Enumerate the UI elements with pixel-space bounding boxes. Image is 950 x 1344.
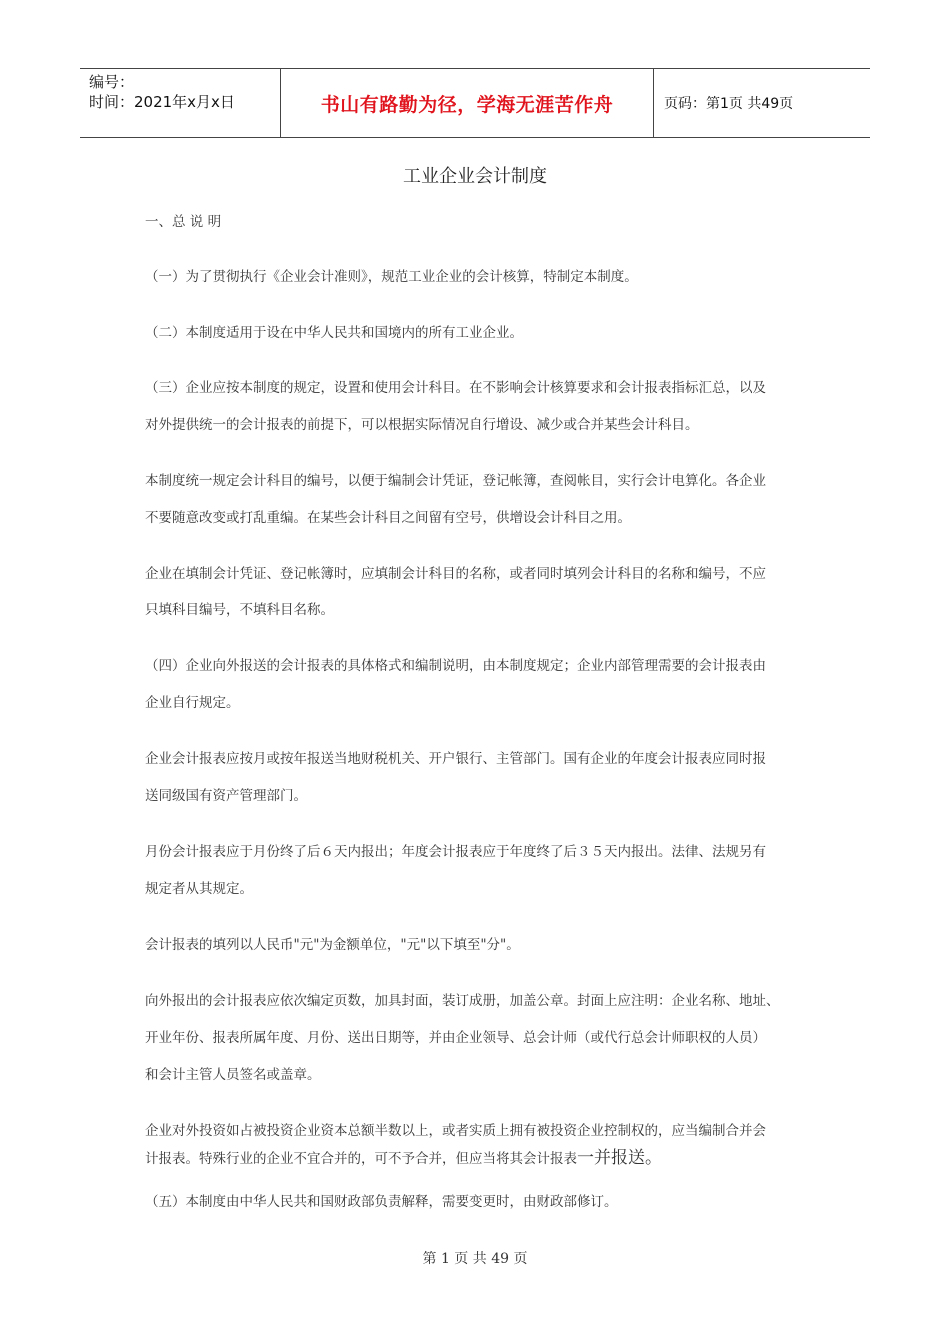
page-footer: 第 1 页 共 49 页 bbox=[422, 1251, 528, 1267]
paragraph-line: 对外提供统一的会计报表的前提下，可以根据实际情况自行增设、减少或合并某些会计科目。 bbox=[145, 417, 699, 433]
section-heading: 一、总 说 明 bbox=[145, 214, 222, 230]
paragraph-line-with-large-tail bbox=[145, 1143, 825, 1168]
header-motto-cell bbox=[280, 69, 654, 137]
paragraph-line: （二）本制度适用于设在中华人民共和国境内的所有工业企业。 bbox=[145, 325, 523, 341]
paragraph-line: （一）为了贯彻执行《企业会计准则》，规范工业企业的会计核算，特制定本制度。 bbox=[145, 269, 638, 285]
paragraph-line: 月份会计报表应于月份终了后６天内报出；年度会计报表应于年度终了后３５天内报出。法律、法规另有 bbox=[145, 844, 766, 860]
paragraph-line: 会计报表的填列以人民币"元"为金额单位，"元"以下填至"分"。 bbox=[145, 937, 520, 953]
large-tail-text: 一并报送。 bbox=[577, 1148, 662, 1168]
paragraph-line: 不要随意改变或打乱重编。在某些会计科目之间留有空号，供增设会计科目之用。 bbox=[145, 510, 631, 526]
paragraph-line: 只填科目编号，不填科目名称。 bbox=[145, 602, 334, 618]
paragraph-line: 企业会计报表应按月或按年报送当地财税机关、开户银行、主管部门。国有企业的年度会计报表应同时报 bbox=[145, 751, 766, 767]
page-info: 页码：第1页 共49页 bbox=[664, 96, 794, 112]
time-line: 时间：2021年x月x日 bbox=[89, 93, 235, 111]
header-meta bbox=[80, 69, 280, 137]
paragraph-text: 计报表。特殊行业的企业不宜合并的，可不予合并，但应当将其会计报表 bbox=[145, 1151, 577, 1167]
document-title: 工业企业会计制度 bbox=[403, 166, 547, 187]
paragraph-line: （四）企业向外报送的会计报表的具体格式和编制说明，由本制度规定；企业内部管理需要的会计报表由 bbox=[145, 658, 766, 674]
paragraph-line: 企业自行规定。 bbox=[145, 695, 240, 711]
paragraph-line: 本制度统一规定会计科目的编号，以便于编制会计凭证，登记帐簿，查阅帐目，实行会计电算化。各企业 bbox=[145, 473, 766, 489]
page-header bbox=[80, 68, 870, 138]
paragraph-line: 企业在填制会计凭证、登记帐簿时，应填制会计科目的名称，或者同时填列会计科目的名称和编号，不应 bbox=[145, 566, 766, 582]
paragraph-line: 规定者从其规定。 bbox=[145, 881, 253, 897]
paragraph-line: 开业年份、报表所属年度、月份、送出日期等，并由企业领导、总会计师（或代行总会计师职权的人员） bbox=[145, 1030, 766, 1046]
number-label: 编号： bbox=[89, 73, 135, 91]
paragraph-line: 向外报出的会计报表应依次编定页数，加具封面，装订成册，加盖公章。封面上应注明：企业名称、地址、 bbox=[145, 993, 780, 1009]
paragraph-line: 和会计主管人员签名或盖章。 bbox=[145, 1067, 321, 1083]
paragraph-line: （五）本制度由中华人民共和国财政部负责解释，需要变更时，由财政部修订。 bbox=[145, 1194, 618, 1210]
motto: 书山有路勤为径，学海无涯苦作舟 bbox=[320, 93, 614, 116]
header-page-info-cell bbox=[654, 69, 870, 137]
paragraph-line: （三）企业应按本制度的规定，设置和使用会计科目。在不影响会计核算要求和会计报表指标汇总，以及 bbox=[145, 380, 766, 396]
paragraph-line: 送同级国有资产管理部门。 bbox=[145, 788, 307, 804]
paragraph-line: 企业对外投资如占被投资企业资本总额半数以上，或者实质上拥有被投资企业控制权的，应当编制合并会 bbox=[145, 1123, 766, 1139]
